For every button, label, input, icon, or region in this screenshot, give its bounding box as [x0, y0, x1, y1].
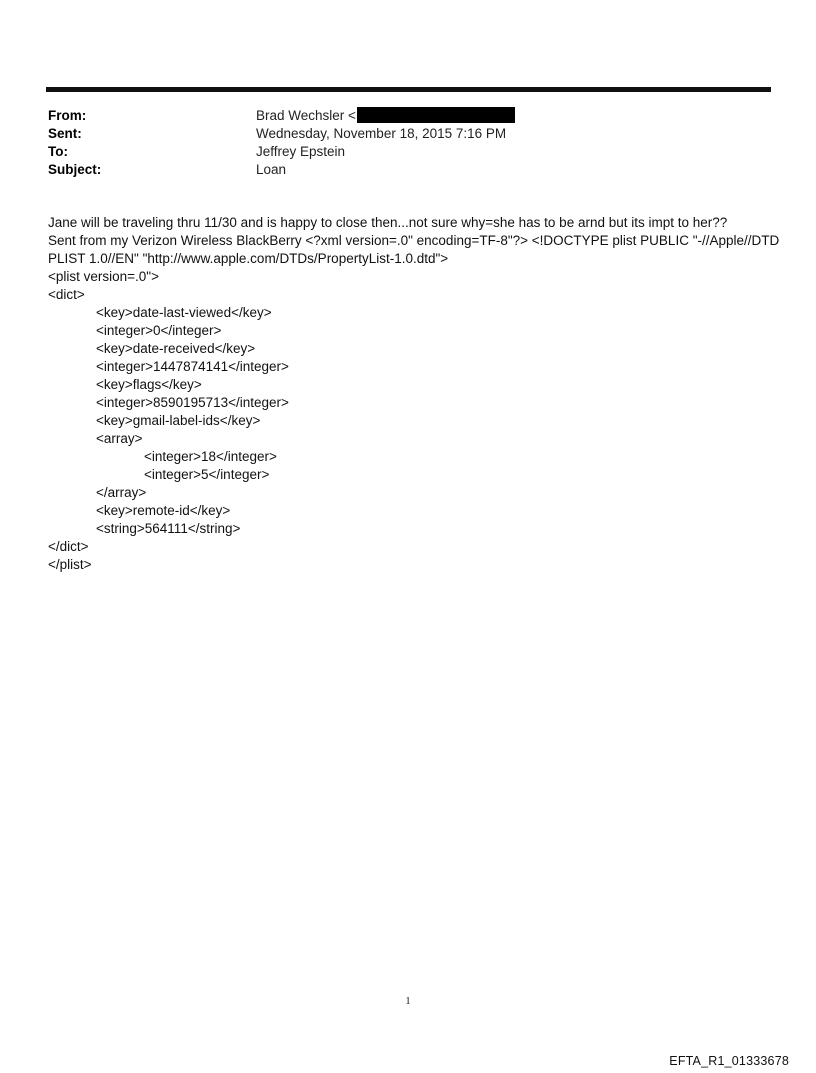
body-line: <integer>18</integer> — [144, 449, 277, 464]
subject-row — [48, 161, 768, 179]
from-label: From: — [48, 108, 87, 123]
page-number: 1 — [405, 995, 411, 1007]
body-line: <array> — [96, 431, 143, 446]
sent-row — [48, 125, 768, 143]
body-line: PLIST 1.0//EN" "http://www.apple.com/DTDs/PropertyList-1.0.dtd"> — [48, 251, 449, 266]
to-row — [48, 143, 768, 161]
header-divider-rule — [46, 87, 771, 92]
body-line: <integer>0</integer> — [96, 323, 222, 338]
from-value — [256, 107, 515, 125]
body-line: <key>remote-id</key> — [96, 503, 231, 518]
body-line: <integer>1447874141</integer> — [96, 359, 289, 374]
body-line: <key>flags</key> — [96, 377, 202, 392]
body-line: </dict> — [48, 539, 89, 554]
from-row — [48, 107, 768, 125]
body-line: <key>gmail-label-ids</key> — [96, 413, 261, 428]
body-line: Jane will be traveling thru 11/30 and is happy to close then...not sure why=she has to be arnd but its impt to her?? — [48, 215, 728, 230]
body-line: <dict> — [48, 287, 85, 302]
sent-value: Wednesday, November 18, 2015 7:16 PM — [256, 126, 507, 141]
body-line: </plist> — [48, 557, 92, 572]
body-line: <key>date-last-viewed</key> — [96, 305, 272, 320]
email-body — [48, 214, 780, 574]
body-line: </array> — [96, 485, 147, 500]
bates-number: EFTA_R1_01333678 — [669, 1054, 789, 1068]
email-header — [48, 107, 768, 179]
body-line: <key>date-received</key> — [96, 341, 256, 356]
subject-value: Loan — [256, 162, 287, 177]
body-line: <string>564111</string> — [96, 521, 241, 536]
subject-label: Subject: — [48, 162, 102, 177]
body-line: <integer>5</integer> — [144, 467, 270, 482]
to-label: To: — [48, 144, 68, 159]
body-line: <plist version=.0"> — [48, 269, 159, 284]
from-sender-name: Brad Wechsler < — [256, 108, 356, 123]
sent-label: Sent: — [48, 126, 82, 141]
redaction-box — [357, 107, 515, 123]
to-value: Jeffrey Epstein — [256, 144, 346, 159]
body-line: <integer>8590195713</integer> — [96, 395, 289, 410]
body-line: Sent from my Verizon Wireless BlackBerry <?xml version=.0" encoding=TF-8"?> <!DOCTYPE plist PUBLIC "-//Apple//DTD — [48, 233, 780, 248]
